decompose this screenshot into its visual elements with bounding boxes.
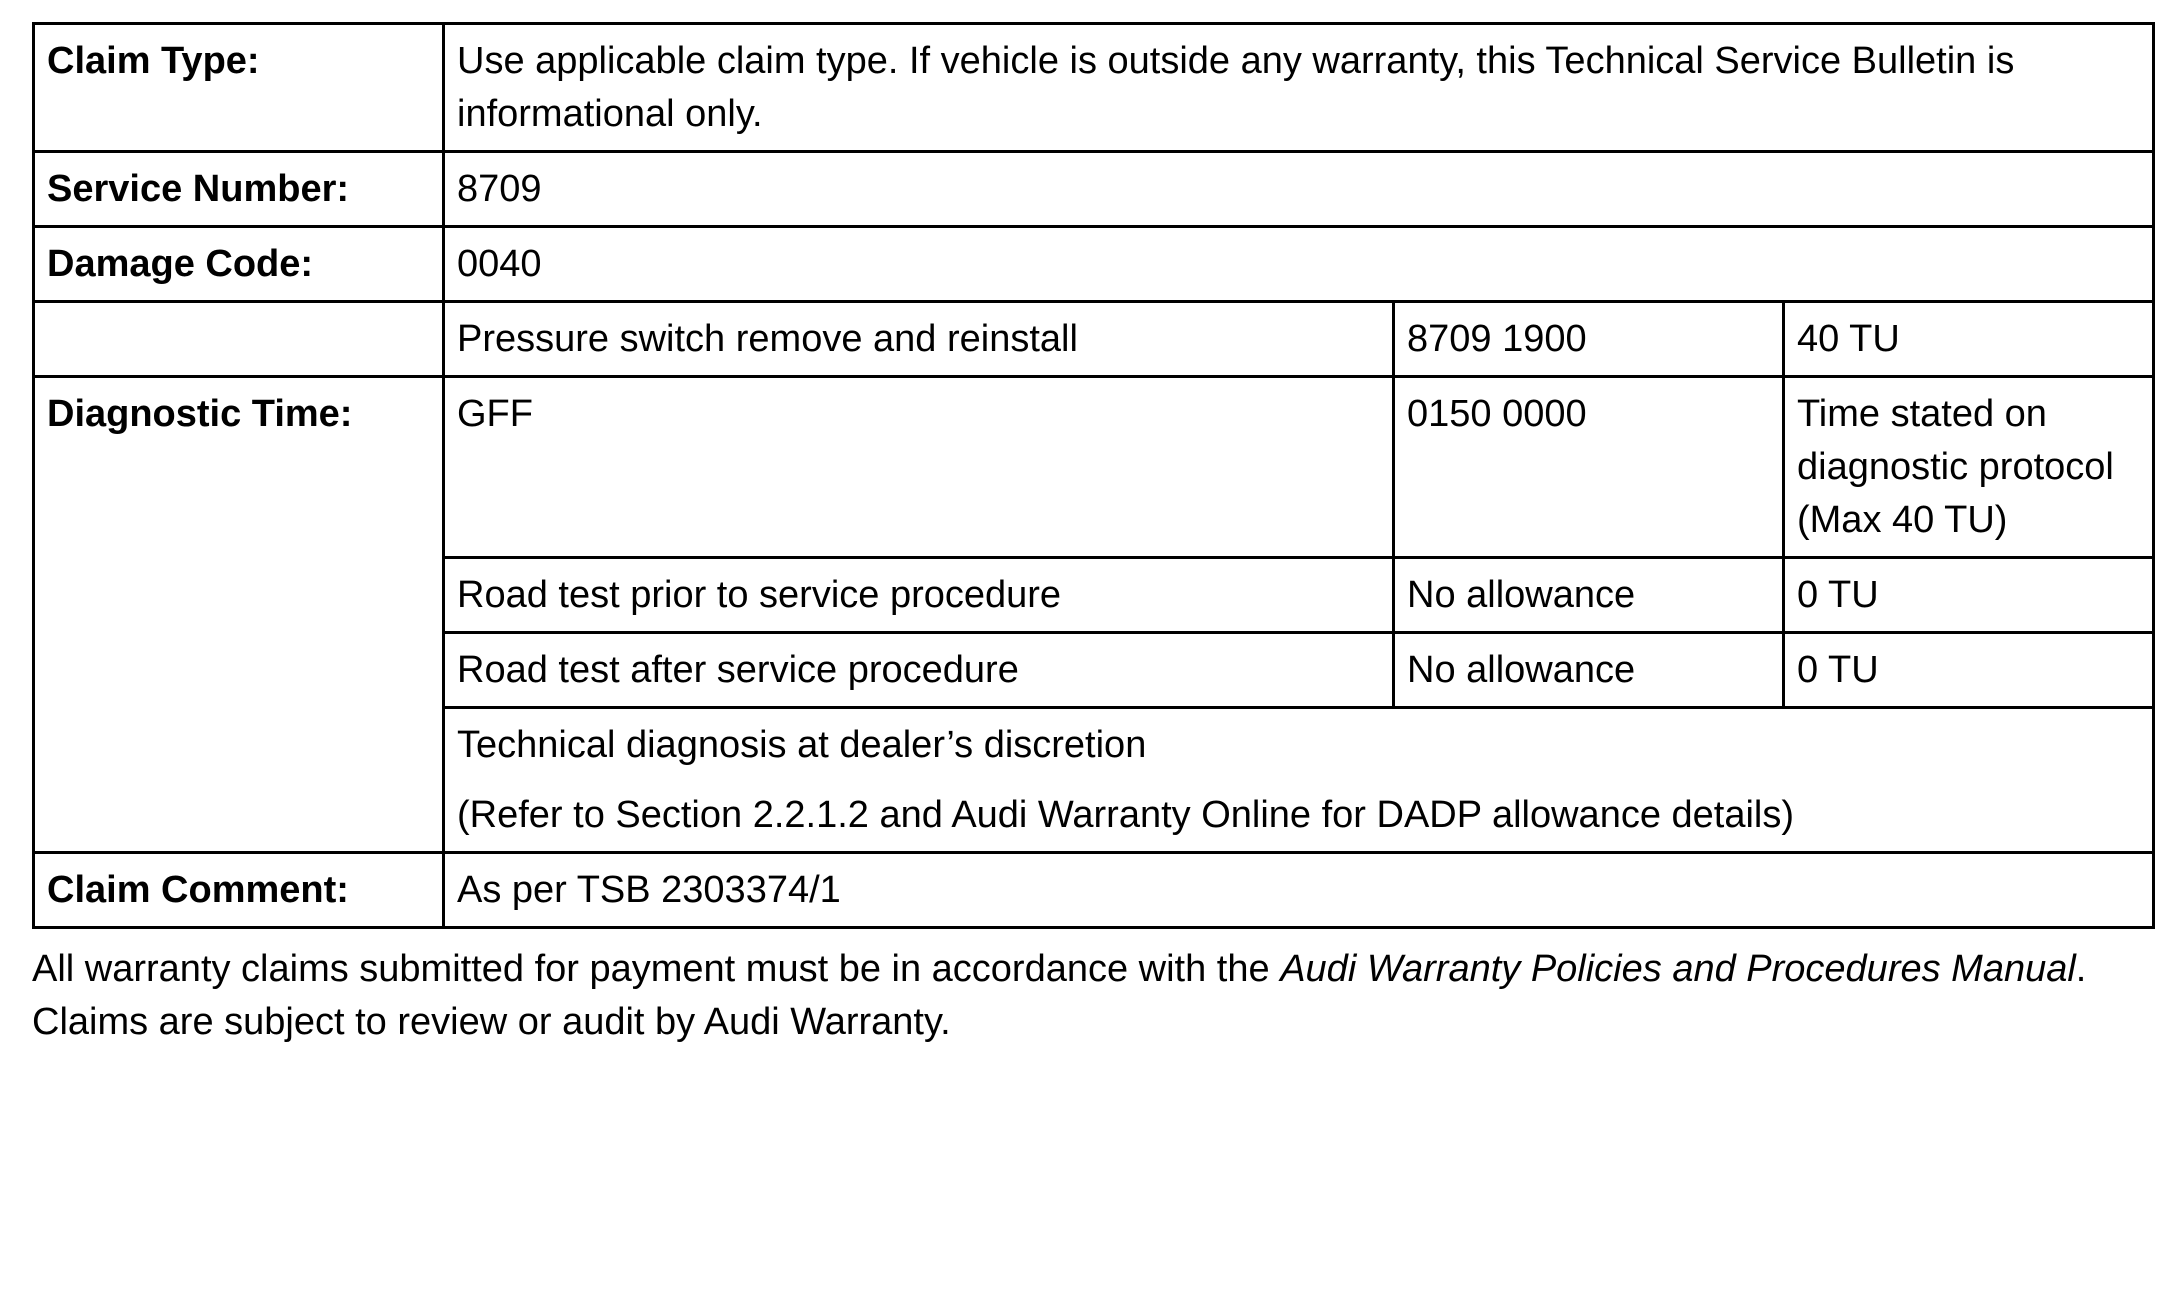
damage-code-value: 0040 <box>444 227 2154 302</box>
claim-comment-label: Claim Comment: <box>34 853 444 928</box>
diagnostic-time-value: Time stated on diagnostic protocol (Max 40 TU) <box>1784 377 2154 558</box>
labor-code: 8709 1900 <box>1394 302 1784 377</box>
service-number-value: 8709 <box>444 152 2154 227</box>
road-test-prior-code: No allowance <box>1394 558 1784 633</box>
table-row-service-number <box>34 152 2154 227</box>
table-row-damage-code <box>34 227 2154 302</box>
claim-info-table <box>32 22 2155 929</box>
damage-code-label: Damage Code: <box>34 227 444 302</box>
table-row-labor-operation <box>34 302 2154 377</box>
claim-type-value: Use applicable claim type. If vehicle is outside any warranty, this Technical Service Bulletin is informational only. <box>444 24 2154 152</box>
diagnostic-description: GFF <box>444 377 1394 558</box>
road-test-after-code: No allowance <box>1394 633 1784 708</box>
claim-comment-value: As per TSB 2303374/1 <box>444 853 2154 928</box>
road-test-prior-description: Road test prior to service procedure <box>444 558 1394 633</box>
table-row-diagnostic-gff <box>34 377 2154 558</box>
service-number-label: Service Number: <box>34 152 444 227</box>
diagnostic-time-label: Diagnostic Time: <box>34 377 444 853</box>
dadp-allowance-note: (Refer to Section 2.2.1.2 and Audi Warranty Online for DADP allowance details) <box>457 794 1795 836</box>
diagnostic-code: 0150 0000 <box>1394 377 1784 558</box>
policy-manual-title: Audi Warranty Policies and Procedures Manual <box>1280 948 2076 990</box>
policy-note-text-before: All warranty claims submitted for payment must be in accordance with the <box>32 948 1281 990</box>
empty-label-cell <box>34 302 444 377</box>
labor-time: 40 TU <box>1784 302 2154 377</box>
road-test-after-description: Road test after service procedure <box>444 633 1394 708</box>
table-row-claim-type <box>34 24 2154 152</box>
technical-diagnosis-text: Technical diagnosis at dealer’s discretion <box>457 724 1147 766</box>
warranty-claim-section <box>32 22 2152 1049</box>
policy-note-text-after: . Claims are subject to review or audit by Audi Warranty. <box>32 948 2087 1043</box>
warranty-policy-note <box>32 943 2152 1049</box>
road-test-prior-time: 0 TU <box>1784 558 2154 633</box>
table-row-claim-comment <box>34 853 2154 928</box>
technical-diagnosis-cell <box>444 708 2154 853</box>
road-test-after-time: 0 TU <box>1784 633 2154 708</box>
claim-type-label: Claim Type: <box>34 24 444 152</box>
labor-description: Pressure switch remove and reinstall <box>444 302 1394 377</box>
